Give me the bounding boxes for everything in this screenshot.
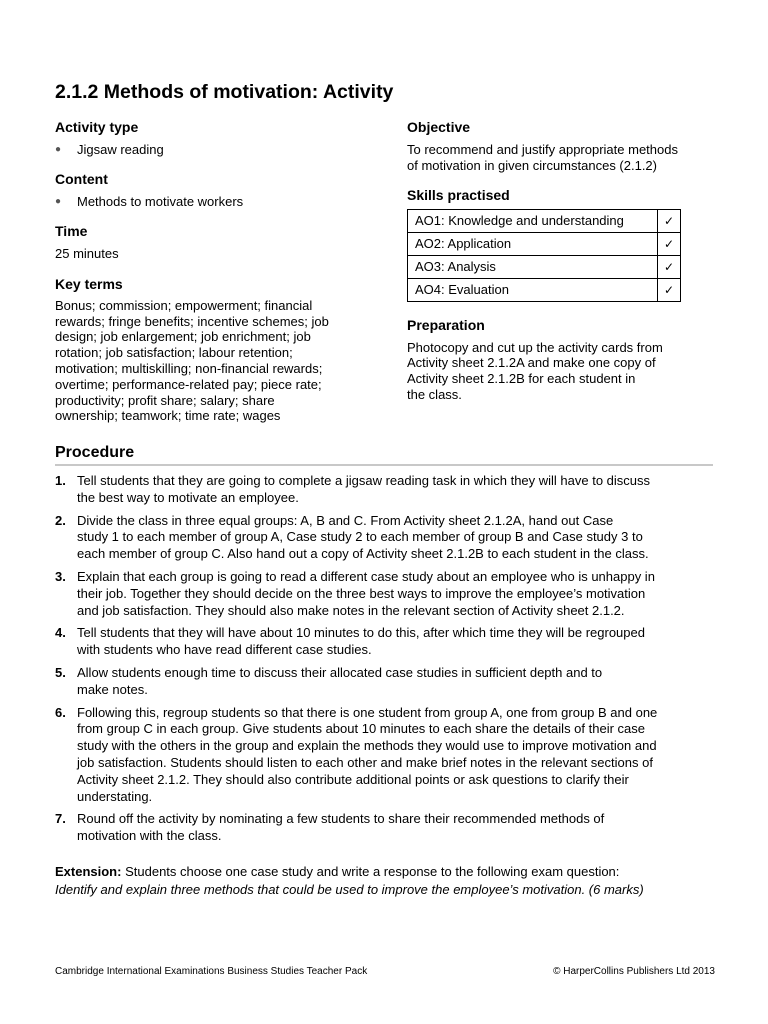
key-terms-section [55, 275, 375, 424]
time-section [55, 222, 375, 262]
key-terms-line: overtime; performance-related pay; piece rate; [55, 376, 322, 392]
step-line: motivation with the class. [77, 828, 222, 844]
objective-heading: Objective [407, 119, 471, 135]
preparation-line: the class. [407, 386, 462, 402]
step-text [77, 665, 715, 699]
procedure-step [55, 705, 715, 806]
footer-publication: Cambridge International Examinations Business Studies Teacher Pack [55, 966, 368, 977]
step-line: Tell students that they are going to complete a jigsaw reading task in which they will have to discuss [77, 473, 651, 488]
objective-text [407, 142, 717, 174]
bullet-icon: ● [55, 196, 62, 207]
key-terms-text [55, 298, 375, 424]
extension-question: Identify and explain three methods that could be used to improve the employee’s motivation. (6 marks) [55, 882, 644, 897]
step-line: the best way to motivate an employee. [77, 489, 299, 505]
skill-label: AO1: Knowledge and understanding [408, 209, 658, 232]
time-heading: Time [55, 223, 88, 239]
preparation-section [407, 316, 717, 403]
key-terms-line: motivation; multiskilling; non-financial rewards; [55, 360, 323, 376]
procedure-list [55, 473, 715, 851]
step-text [77, 705, 715, 806]
step-line: understating. [77, 788, 153, 804]
skills-table [407, 209, 681, 302]
key-terms-line: rewards; fringe benefits; incentive schemes; job [55, 313, 329, 329]
extension [55, 863, 725, 899]
procedure-step [55, 811, 715, 845]
extension-label: Extension: [55, 864, 122, 879]
check-icon: ✓ [658, 255, 681, 278]
bullet-icon: ● [55, 144, 62, 155]
right-column [407, 118, 717, 403]
step-line: Following this, regroup students so that there is one student from group A, one from group B and one [77, 704, 658, 720]
bullet-text: Methods to motivate workers [77, 194, 244, 209]
step-number: 3. [55, 568, 66, 584]
step-line: study with the others in the group and explain the methods they would use to improve motivation and [77, 738, 657, 754]
skills-heading: Skills practised [407, 186, 510, 203]
preparation-text [407, 340, 717, 403]
key-terms-heading: Key terms [55, 275, 123, 292]
procedure-step [55, 473, 715, 507]
step-number: 7. [55, 811, 66, 827]
procedure-step [55, 569, 715, 619]
step-text [77, 473, 715, 507]
check-icon: ✓ [658, 232, 681, 255]
step-number: 1. [55, 473, 66, 488]
objective-section [407, 118, 717, 174]
step-text [77, 569, 715, 619]
preparation-line: Photocopy and cut up the activity cards from [407, 339, 663, 355]
key-terms-line: productivity; profit share; salary; share [55, 392, 275, 408]
left-column [55, 118, 375, 424]
content-item [55, 194, 375, 210]
procedure-step [55, 625, 715, 659]
step-line: Activity sheet 2.1.2. They should also contribute additional points or ask questions to clarify their [77, 771, 629, 787]
step-text [77, 625, 715, 659]
objective-line: To recommend and justify appropriate methods [407, 142, 678, 157]
check-icon: ✓ [658, 278, 681, 301]
procedure-step [55, 665, 715, 699]
skill-label: AO4: Evaluation [408, 278, 658, 301]
step-number: 5. [55, 664, 66, 680]
step-number: 4. [55, 625, 66, 641]
skills-row [408, 278, 681, 301]
activity-type-item [55, 142, 375, 158]
key-terms-line: ownership; teamwork; time rate; wages [55, 408, 281, 424]
skills-row [408, 209, 681, 232]
step-line: and job satisfaction. They should also make notes in the relevant section of Activity sheet 2.1.2. [77, 602, 625, 618]
footer-copyright: © HarperCollins Publishers Ltd 2013 [553, 966, 715, 977]
objective-line: of motivation in given circumstances (2.1.2) [407, 157, 657, 173]
step-line: Explain that each group is going to read a different case study about an employee who is unhappy in [77, 568, 655, 584]
preparation-line: Activity sheet 2.1.2A and make one copy of [407, 355, 656, 371]
step-line: job satisfaction. Students should listen to each other and make brief notes in the relevant sections of [77, 754, 653, 770]
page-title: 2.1.2 Methods of motivation: Activity [55, 81, 394, 103]
key-terms-line: Bonus; commission; empowerment; financial [55, 297, 313, 313]
activity-type-heading: Activity type [55, 119, 139, 135]
check-icon: ✓ [658, 209, 681, 232]
step-line: Round off the activity by nominating a few students to share their recommended methods of [77, 811, 605, 827]
preparation-heading: Preparation [407, 316, 485, 333]
step-line: with students who have read different case studies. [77, 642, 372, 658]
step-line: Allow students enough time to discuss their allocated case studies in sufficient depth and to [77, 664, 603, 680]
key-terms-line: rotation; job satisfaction; labour retention; [55, 345, 293, 361]
bullet-text: Jigsaw reading [77, 142, 164, 157]
step-number: 6. [55, 704, 66, 720]
content-heading: Content [55, 171, 108, 187]
extension-text: Students choose one case study and write a response to the following exam question: [125, 864, 620, 879]
skills-section [407, 186, 717, 302]
step-line: from group C in each group. Give students about 10 minutes to each share the details of their case [77, 721, 645, 737]
step-text [77, 513, 715, 563]
skill-label: AO3: Analysis [408, 255, 658, 278]
step-line: Tell students that they will have about 10 minutes to do this, after which time they will be regrouped [77, 625, 645, 641]
step-line: Divide the class in three equal groups: A, B and C. From Activity sheet 2.1.2A, hand out Case [77, 512, 614, 528]
activity-type-section [55, 118, 375, 158]
time-value: 25 minutes [55, 246, 119, 261]
step-number: 2. [55, 512, 66, 528]
skills-row [408, 232, 681, 255]
key-terms-line: design; job enlargement; job enrichment; job [55, 329, 311, 345]
procedure-step [55, 513, 715, 563]
skill-label: AO2: Application [408, 232, 658, 255]
preparation-line: Activity sheet 2.1.2B for each student in [407, 371, 636, 387]
step-line: each member of group C. Also hand out a copy of Activity sheet 2.1.2B to each student in the class. [77, 546, 649, 562]
step-line: their job. Together they should decide on the three best ways to improve the employee’s motivation [77, 585, 646, 601]
step-line: study 1 to each member of group A, Case study 2 to each member of group B and Case study 3 to [77, 529, 643, 545]
step-line: make notes. [77, 681, 148, 697]
procedure-heading: Procedure [55, 443, 713, 466]
step-text [77, 811, 715, 845]
skills-row [408, 255, 681, 278]
content-section [55, 170, 375, 210]
